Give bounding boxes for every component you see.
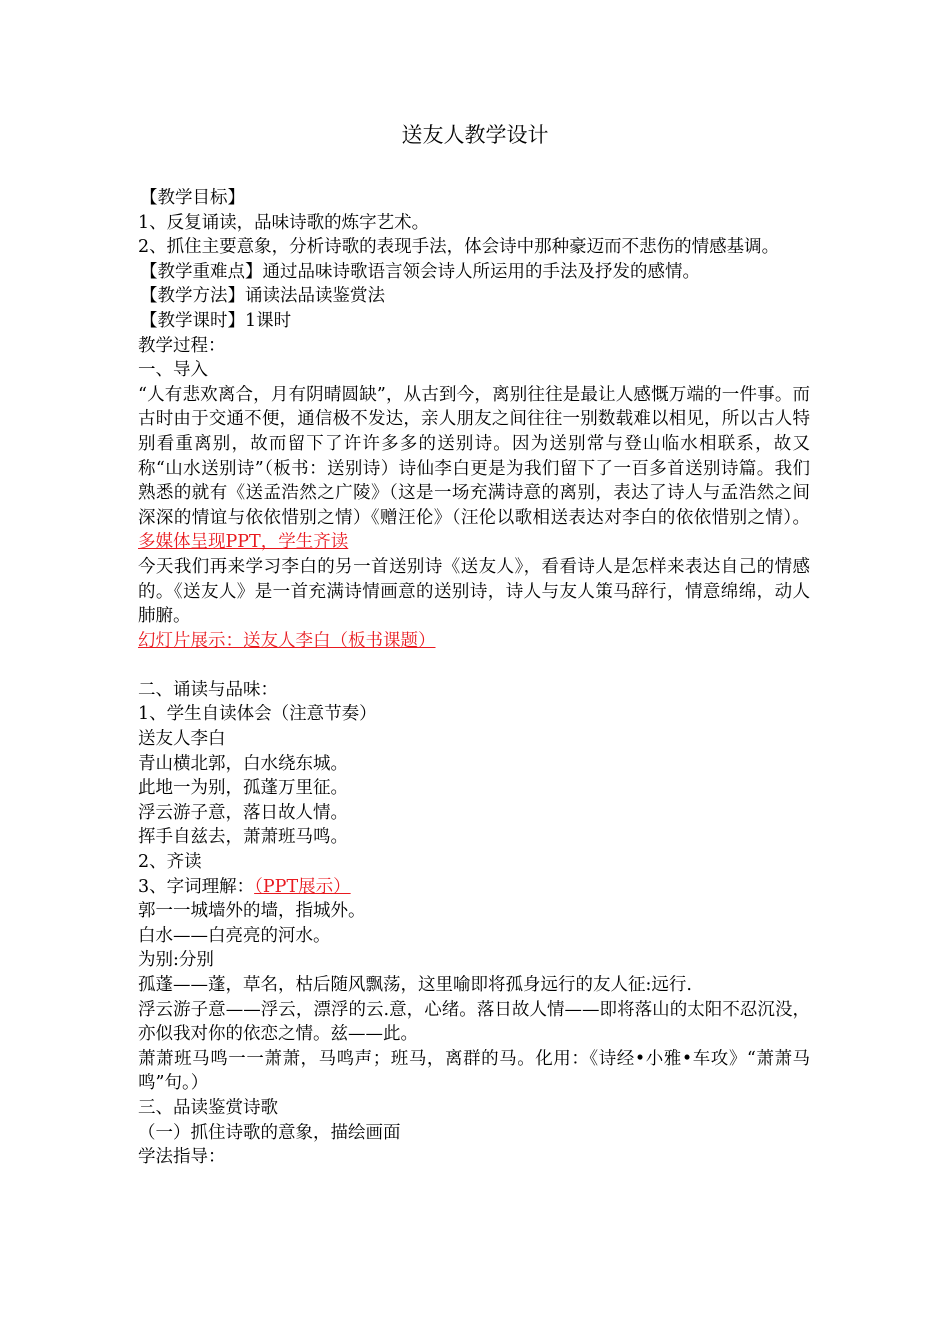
class-hours: 【教学课时】1课时 xyxy=(140,310,292,331)
intro-text: “人有悲欢离合，月有阴晴圆缺”，从古到今，离别往往是最让人感慨万端的一件事。而古时由于交通不便，通信极不发达，亲人朋友之间往往一别数载难以相见，所以古人特别看重离别，故而留下了许许多多的送别诗。因为送别常与登山临水相联系，故又称“山水送别诗”（板书：送别诗）诗仙李白更是为我们留下了一百多首送别诗篇。我们熟悉的就有《送孟浩然之广陵》（这是一场充满诗意的离别，表达了诗人与孟浩然之间深深的情谊与依依惜别之情）《赠汪伦》（汪伦以歌相送表达对李白的依依惜别之情）。 xyxy=(138,384,810,528)
blank-line xyxy=(138,653,810,678)
glossary-item: 白水——白亮亮的河水。 xyxy=(138,925,331,946)
step-2: 2、齐读 xyxy=(138,852,202,873)
glossary-item: 为别:分别 xyxy=(138,950,214,971)
key-points: 【教学重难点】通过品味诗歌语言领会诗人所运用的手法及抒发的感情。 xyxy=(140,261,700,282)
glossary-item: 孤蓬——蓬，草名，枯后随风飘荡，这里喻即将孤身远行的友人征:远行. xyxy=(138,975,692,995)
glossary-item: 郭一一城墙外的墙，指城外。 xyxy=(138,901,366,922)
slide-note: 幻灯片展示：送友人李白（板书课题） xyxy=(138,630,436,651)
intro-paragraph-2: 今天我们再来学习李白的另一首送别诗《送友人》，看看诗人是怎样来表达自己的情感的。《送友人》是一首充满诗情画意的送别诗，诗人与友人策马辞行，情意绵绵，动人肺腑。 xyxy=(138,556,810,627)
document-body xyxy=(138,186,810,1170)
intro-red-note: 多媒体呈现PPT，学生齐读 xyxy=(138,532,349,553)
teaching-methods: 【教学方法】诵读法品读鉴赏法 xyxy=(140,286,385,307)
glossary-item: 浮云游子意——浮云，漂浮的云.意，心绪。落日故人情——即将落山的太阳不忍沉没，亦似我对你的依恋之情。兹——此。 xyxy=(138,999,810,1045)
step-3-label: 3、字词理解： xyxy=(138,876,255,897)
intro-paragraph xyxy=(138,383,810,555)
poem-line: 浮云游子意，落日故人情。 xyxy=(138,802,348,823)
objective-2: 2、抓住主要意象，分析诗歌的表现手法，体会诗中那种豪迈而不悲伤的情感基调。 xyxy=(138,237,780,258)
step-1: 1、学生自读体会（注意节奏） xyxy=(138,704,377,725)
poem-line: 青山横北郭，白水绕东城。 xyxy=(138,753,348,774)
section-1-heading: 一、导入 xyxy=(138,360,208,381)
poem-line: 挥手自兹去，萧萧班马鸣。 xyxy=(138,827,348,848)
objective-1: 1、反复诵读，品味诗歌的炼字艺术。 xyxy=(138,212,430,233)
poem-title: 送友人李白 xyxy=(138,729,226,750)
objectives-heading: 【教学目标】 xyxy=(140,188,245,208)
document-title: 送友人教学设计 xyxy=(401,123,549,147)
study-guide: 学法指导： xyxy=(138,1147,226,1168)
section-3-sub: （一）抓住诗歌的意象，描绘画面 xyxy=(138,1122,401,1143)
poem-line: 此地一为别，孤蓬万里征。 xyxy=(138,778,348,799)
section-3-heading: 三、品读鉴赏诗歌 xyxy=(138,1097,278,1118)
section-2-heading: 二、诵读与品味： xyxy=(138,679,278,700)
glossary-item: 萧萧班马鸣一一萧萧，马鸣声；班马，离群的马。化用：《诗经•小雅•车攻》“萧萧马鸣”句。） xyxy=(138,1048,810,1094)
process-heading: 教学过程： xyxy=(138,335,226,356)
step-3 xyxy=(138,875,810,900)
step-3-red-note: （PPT展示） xyxy=(254,876,351,897)
